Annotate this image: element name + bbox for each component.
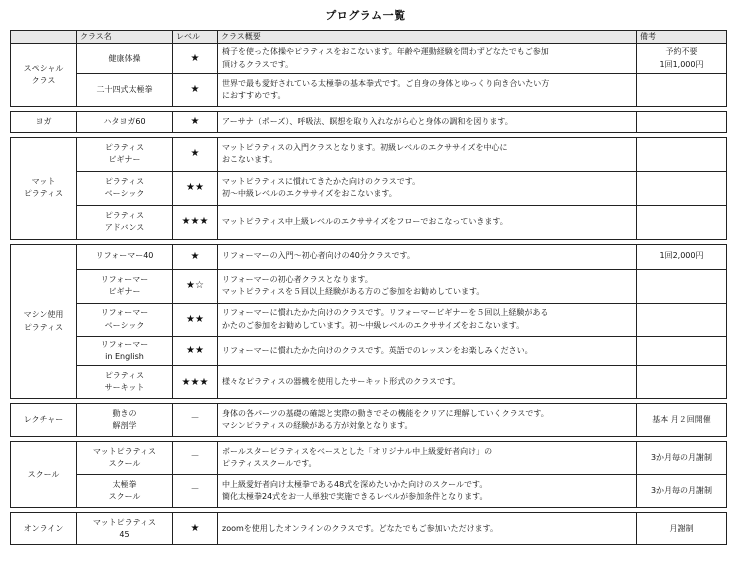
level-cell: ★ [173,44,218,74]
note-cell [637,74,727,107]
note-cell [637,336,727,366]
summary-line: アーサナ（ポーズ）、呼吸法、瞑想を取り入れながら心と身体の調和を図ります。 [222,116,513,126]
note-cell [637,244,727,269]
note-line: 3か月毎の月謝制 [650,453,713,463]
class-name-line: ベーシック [104,320,145,330]
class-name-cell [77,336,173,366]
class-name-line: スクール [108,492,141,502]
class-name-line: サーキット [104,383,145,393]
category-line: マシン使用 [23,310,64,320]
summary-line: マットピラティス中上級レベルのエクササイズをフローでおこなっていきます。 [222,216,508,226]
summary-line: 世界で最も愛好されている太極拳の基本拳式です。ご自身の身体とゆっくり向き合いたい方 [222,78,550,88]
note-cell [637,404,727,437]
summary-line: におすすめです。 [222,91,286,101]
level-cell: ★☆ [173,269,218,303]
summary-line: 初～中級レベルのエクササイズをおこないます。 [222,189,397,199]
note-cell [637,269,727,303]
class-name-cell [77,244,173,269]
table-row [11,44,727,74]
class-name-line: ピラティス [104,176,145,186]
summary-line: リフォーマーに慣れたかた向けのクラスです。リフォーマービギナーを５回以上経験がある [222,308,549,318]
note-line: 3か月毎の月謝制 [650,486,713,496]
class-name-cell [77,74,173,107]
header-level: レベル [173,31,218,44]
note-cell [637,112,727,133]
summary-line: マシンピラティスの経験がある方が対象となります。 [222,421,413,431]
summary-line: ボールスターピラティスをベースとした「オリジナル中上級愛好者向け」の [222,447,493,457]
category-line: ピラティス [23,322,64,332]
class-name-cell [77,137,173,171]
class-name-cell [77,442,173,475]
summary-cell [218,137,637,171]
level-cell: ★★★ [173,366,218,399]
summary-line: かたのご参加をお勧めしています。初～中級レベルのエクササイズをおこないます。 [222,320,525,330]
table-row [11,442,727,475]
level-cell: ★★ [173,336,218,366]
table-row [11,269,727,303]
summary-line: 様々なピラティスの器機を使用したサーキット形式のクラスです。 [222,377,461,387]
table-row [11,303,727,336]
table-row [11,244,727,269]
note-cell [637,475,727,508]
category-cell [11,244,77,399]
note-cell [637,137,727,171]
summary-line: リフォーマーに慣れたかた向けのクラスです。英語でのレッスンをお楽しみください。 [222,345,533,355]
header-note: 備考 [637,31,727,44]
table-row [11,137,727,171]
header-summary: クラス概要 [218,31,637,44]
class-name-cell [77,205,173,239]
page-title: プログラム一覧 [325,9,406,22]
note-cell [637,442,727,475]
level-cell: ★★★ [173,205,218,239]
note-cell [637,44,727,74]
class-name-line: スクール [108,459,141,469]
category-cell [11,137,77,239]
category-line: スペシャル [23,63,64,73]
summary-cell [218,244,637,269]
note-line: 予約不要 [665,47,698,57]
class-name-line: ピラティス [104,142,145,152]
class-name-line: マットピラティス [92,447,157,457]
class-name-cell [77,475,173,508]
level-cell: ★ [173,74,218,107]
summary-line: ピラティススクールです。 [222,459,317,469]
note-line: 1回2,000円 [659,251,704,261]
summary-line: 身体の各パーツの基礎の確認と実際の動きでその機能をクリアに理解していくクラスです。 [222,409,549,419]
category-cell [11,44,77,107]
class-name-cell [77,171,173,205]
class-name-line: 太極拳 [112,480,137,490]
category-cell [11,112,77,133]
class-name-line: 二十四式太極拳 [96,84,153,94]
table-row [11,112,727,133]
summary-line: zoomを使用したオンラインのクラスです。どなたでもご参加いただけます。 [222,523,499,533]
header-class-name: クラス名 [77,31,173,44]
summary-cell [218,404,637,437]
note-cell [637,513,727,545]
category-line: クラス [31,76,56,86]
level-cell: － [173,475,218,508]
class-name-line: 健康体操 [108,53,141,63]
table-row [11,205,727,239]
summary-cell [218,205,637,239]
category-line: スクール [27,469,60,479]
program-table [10,30,727,545]
note-line: 月謝制 [669,523,694,533]
category-line: マット [31,176,56,186]
class-name-cell [77,44,173,74]
category-cell [11,442,77,508]
table-row [11,336,727,366]
summary-cell [218,74,637,107]
class-name-line: リフォーマー40 [95,251,154,261]
summary-line: おこないます。 [222,155,278,165]
summary-line: リフォーマーの入門～初心者向けの40分クラスです。 [222,251,415,261]
summary-line: マットピラティスに慣れてきたかた向けのクラスです。 [222,176,421,186]
header-category [11,31,77,44]
table-row [11,404,727,437]
class-name-line: ハタヨガ60 [103,116,146,126]
level-cell: ★ [173,112,218,133]
class-name-cell [77,269,173,303]
class-name-line: 解剖学 [112,421,137,431]
level-cell: － [173,404,218,437]
summary-cell [218,171,637,205]
note-line: 1回1,000円 [659,59,704,69]
note-line: 基本 月２回開催 [652,415,711,425]
note-cell [637,171,727,205]
level-cell: ★ [173,244,218,269]
summary-line: マットピラティスを５回以上経験がある方のご参加をお勧めしています。 [222,287,485,297]
class-name-line: ベーシック [104,189,145,199]
category-line: ピラティス [23,189,64,199]
category-cell [11,404,77,437]
category-line: ヨガ [35,116,52,126]
summary-cell [218,269,637,303]
summary-cell [218,366,637,399]
category-line: オンライン [23,523,64,533]
summary-cell [218,112,637,133]
class-name-line: マットピラティス [92,517,157,527]
table-body [11,44,727,545]
category-cell [11,513,77,545]
note-cell [637,303,727,336]
class-name-line: 動きの [112,409,137,419]
class-name-line: リフォーマー [100,274,149,284]
summary-cell [218,303,637,336]
summary-cell [218,442,637,475]
level-cell: ★★ [173,171,218,205]
table-row [11,513,727,545]
class-name-line: in English [105,352,144,362]
table-row [11,366,727,399]
summary-line: 椅子を使った体操やピラティスをおこないます。年齢や運動経験を問わずどなたでもご参加 [222,47,549,57]
class-name-line: 45 [119,529,130,539]
summary-cell [218,513,637,545]
table-row [11,475,727,508]
class-name-line: ビギナー [108,155,141,165]
class-name-line: リフォーマー [100,308,149,318]
class-name-line: リフォーマー [100,339,149,349]
summary-line: 簡化太極拳24式をお一人単独で実施できるレベルが参加条件となります。 [222,492,488,502]
class-name-line: ピラティス [104,210,145,220]
table-header-row [11,31,727,44]
class-name-line: ビギナー [108,287,141,297]
class-name-line: ピラティス [104,371,145,381]
summary-line: マットピラティスの入門クラスとなります。初級レベルのエクササイズを中心に [222,142,508,152]
note-cell [637,366,727,399]
level-cell: － [173,442,218,475]
level-cell: ★★ [173,303,218,336]
summary-cell [218,475,637,508]
summary-line: 中上級愛好者向け太極拳である48式を深めたいかた向けのスクールです。 [222,480,488,490]
class-name-cell [77,112,173,133]
table-row [11,171,727,205]
summary-cell [218,44,637,74]
class-name-cell [77,366,173,399]
category-line: レクチャー [23,415,64,425]
class-name-cell [77,513,173,545]
table-row [11,74,727,107]
class-name-cell [77,404,173,437]
note-cell [637,205,727,239]
summary-line: リフォーマーの初心者クラスとなります。 [222,274,373,284]
class-name-line: アドバンス [104,223,145,233]
level-cell: ★ [173,137,218,171]
summary-cell [218,336,637,366]
level-cell: ★ [173,513,218,545]
summary-line: 頂けるクラスです。 [222,59,294,69]
class-name-cell [77,303,173,336]
